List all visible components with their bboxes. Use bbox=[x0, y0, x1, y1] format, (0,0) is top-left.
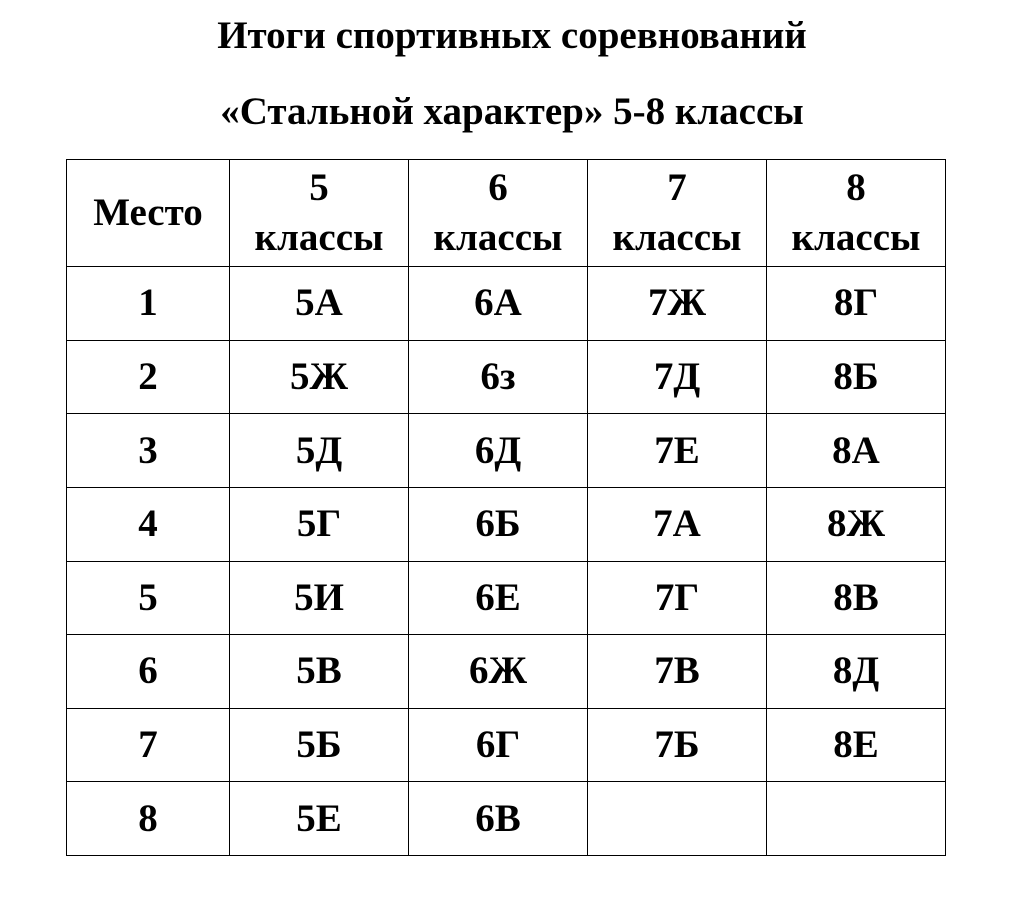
grade-8-label: классы bbox=[791, 216, 921, 259]
table-row bbox=[67, 635, 946, 709]
grade-7-cell: 7Г bbox=[588, 561, 767, 635]
place-cell: 1 bbox=[67, 267, 230, 341]
place-cell: 8 bbox=[67, 782, 230, 856]
grade-6-cell: 6В bbox=[409, 782, 588, 856]
grade-5-label: классы bbox=[254, 216, 384, 259]
grade-7-label: классы bbox=[612, 216, 742, 259]
grade-6-cell: 6Ж bbox=[409, 635, 588, 709]
table-row bbox=[67, 340, 946, 414]
place-cell: 2 bbox=[67, 340, 230, 414]
grade-8-number: 8 bbox=[846, 166, 866, 209]
grade-5-cell: 5Б bbox=[230, 708, 409, 782]
grade-8-cell: 8Е bbox=[767, 708, 946, 782]
grade-5-cell: 5Ж bbox=[230, 340, 409, 414]
grade-6-label: классы bbox=[433, 216, 563, 259]
grade-6-cell: 6А bbox=[409, 267, 588, 341]
grade-8-cell: 8Б bbox=[767, 340, 946, 414]
grade-5-cell: 5В bbox=[230, 635, 409, 709]
grade-5-cell: 5И bbox=[230, 561, 409, 635]
table-row bbox=[67, 782, 946, 856]
grade-8-cell: 8А bbox=[767, 414, 946, 488]
place-cell: 5 bbox=[67, 561, 230, 635]
table-row bbox=[67, 487, 946, 561]
grade-7-number: 7 bbox=[667, 166, 687, 209]
table-row bbox=[67, 708, 946, 782]
results-table bbox=[66, 159, 946, 856]
grade-8-cell: 8В bbox=[767, 561, 946, 635]
grade-6-number: 6 bbox=[488, 166, 508, 209]
place-cell: 7 bbox=[67, 708, 230, 782]
grade-5-cell: 5Г bbox=[230, 487, 409, 561]
grade-7-cell: 7Б bbox=[588, 708, 767, 782]
grade-8-cell: 8Д bbox=[767, 635, 946, 709]
grade-8-column-header bbox=[767, 160, 946, 267]
grade-7-cell: 7А bbox=[588, 487, 767, 561]
grade-6-cell: 6Б bbox=[409, 487, 588, 561]
grade-8-cell bbox=[767, 782, 946, 856]
grade-7-cell: 7Д bbox=[588, 340, 767, 414]
grade-8-cell: 8Ж bbox=[767, 487, 946, 561]
grade-6-column-header bbox=[409, 160, 588, 267]
document-title-line-1: Итоги спортивных соревнований bbox=[217, 14, 807, 57]
grade-5-cell: 5Е bbox=[230, 782, 409, 856]
grade-6-cell: 6Д bbox=[409, 414, 588, 488]
table-row bbox=[67, 561, 946, 635]
grade-5-number: 5 bbox=[309, 166, 329, 209]
grade-6-cell: 6Г bbox=[409, 708, 588, 782]
grade-7-cell: 7В bbox=[588, 635, 767, 709]
place-cell: 3 bbox=[67, 414, 230, 488]
grade-6-cell: 6Е bbox=[409, 561, 588, 635]
grade-8-cell: 8Г bbox=[767, 267, 946, 341]
table-row bbox=[67, 267, 946, 341]
place-cell: 6 bbox=[67, 635, 230, 709]
grade-5-column-header bbox=[230, 160, 409, 267]
document-title-line-2: «Стальной характер» 5-8 классы bbox=[220, 90, 804, 133]
grade-6-cell: 6з bbox=[409, 340, 588, 414]
grade-7-column-header bbox=[588, 160, 767, 267]
grade-7-cell: 7Ж bbox=[588, 267, 767, 341]
table-header-row bbox=[67, 160, 946, 267]
grade-5-cell: 5Д bbox=[230, 414, 409, 488]
table-row bbox=[67, 414, 946, 488]
grade-7-cell bbox=[588, 782, 767, 856]
place-column-header: Место bbox=[67, 160, 230, 267]
grade-7-cell: 7Е bbox=[588, 414, 767, 488]
grade-5-cell: 5А bbox=[230, 267, 409, 341]
place-cell: 4 bbox=[67, 487, 230, 561]
